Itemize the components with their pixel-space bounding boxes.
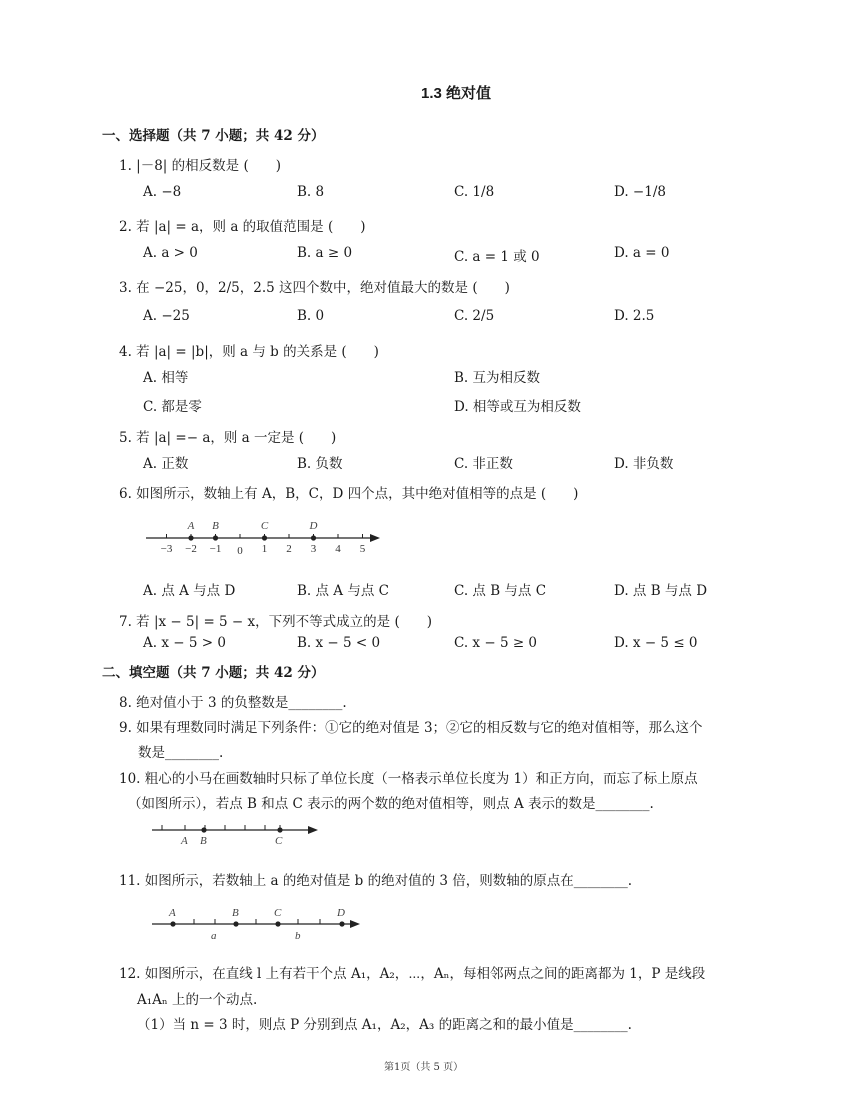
question-1-option-c[interactable]: C. 1/8 xyxy=(454,184,495,200)
point-c-dot xyxy=(277,827,282,832)
point-c-dot xyxy=(275,921,280,926)
point-a-dot xyxy=(170,921,175,926)
question-10-number-line-figure xyxy=(148,818,328,850)
question-5-option-a[interactable]: A. 正数 xyxy=(143,456,189,472)
question-9-line-1: 9. 如果有理数同时满足下列条件：①它的绝对值是 3；②它的相反数与它的绝对值相等，那么这个 xyxy=(119,720,703,736)
question-5-option-d[interactable]: D. 非负数 xyxy=(614,456,674,472)
tick-marks xyxy=(162,825,280,830)
question-3-option-d[interactable]: D. 2.5 xyxy=(614,308,655,324)
question-4-stem: 4. 若 |a| = |b|，则 a 与 b 的关系是 ( ) xyxy=(119,344,379,360)
section-heading-choice: 一、选择题（共 7 小题；共 42 分） xyxy=(102,128,325,144)
question-2-option-d[interactable]: D. a = 0 xyxy=(614,245,670,261)
tick-label: −3 xyxy=(160,543,173,555)
question-11-stem: 11. 如图所示，若数轴上 a 的绝对值是 b 的绝对值的 3 倍，则数轴的原点在________. xyxy=(119,873,633,889)
question-6-number-line-figure xyxy=(140,512,400,562)
point-b-dot xyxy=(233,921,238,926)
question-1-option-a[interactable]: A. −8 xyxy=(143,184,182,200)
question-6-option-b[interactable]: B. 点 A 与点 C xyxy=(297,583,389,599)
question-2-option-a[interactable]: A. a > 0 xyxy=(143,245,198,261)
question-7-option-d[interactable]: D. x − 5 ≤ 0 xyxy=(614,635,698,651)
question-2-option-b[interactable]: B. a ≥ 0 xyxy=(297,245,353,261)
tick-label: 1 xyxy=(261,543,268,555)
question-12-line-2: A₁Aₙ 上的一个动点. xyxy=(137,992,258,1008)
tick-label: 4 xyxy=(335,543,341,555)
section-heading-fill: 二、填空题（共 7 小题；共 42 分） xyxy=(102,665,325,681)
question-1-option-b[interactable]: B. 8 xyxy=(297,184,325,200)
arrow-head xyxy=(370,534,380,542)
question-2-option-c[interactable]: C. a = 1 或 0 xyxy=(454,249,540,265)
question-3-option-b[interactable]: B. 0 xyxy=(297,308,325,324)
question-7-stem: 7. 若 |x − 5| = 5 − x，下列不等式成立的是 ( ) xyxy=(119,614,432,630)
question-7-option-a[interactable]: A. x − 5 > 0 xyxy=(143,635,226,651)
point-label-c: C xyxy=(275,835,283,847)
tick-label: 5 xyxy=(359,543,366,555)
question-2-stem: 2. 若 |a| = a，则 a 的取值范围是 ( ) xyxy=(119,219,366,235)
point-label-c: C xyxy=(260,520,269,532)
question-4-option-c[interactable]: C. 都是零 xyxy=(143,399,202,415)
tick-marks xyxy=(194,919,320,924)
question-4-option-a[interactable]: A. 相等 xyxy=(143,370,189,386)
question-7-option-c[interactable]: C. x − 5 ≥ 0 xyxy=(454,635,538,651)
point-a-dot xyxy=(188,535,193,540)
question-3-option-c[interactable]: C. 2/5 xyxy=(454,308,495,324)
question-1-option-d[interactable]: D. −1/8 xyxy=(614,184,666,200)
question-5-option-c[interactable]: C. 非正数 xyxy=(454,456,513,472)
point-label-b: B xyxy=(212,520,219,532)
point-d-dot xyxy=(311,535,316,540)
question-6-stem: 6. 如图所示，数轴上有 A，B，C，D 四个点，其中绝对值相等的点是 ( ) xyxy=(119,486,579,502)
point-label-a-lower: a xyxy=(211,930,217,942)
point-label-a: A xyxy=(187,520,195,532)
question-10-line-1: 10. 粗心的小马在画数轴时只标了单位长度（一格表示单位长度为 1）和正方向，而忘了标上原点 xyxy=(119,771,698,787)
arrow-head xyxy=(350,920,360,928)
question-6-option-d[interactable]: D. 点 B 与点 D xyxy=(614,583,708,599)
question-11-number-line-figure xyxy=(148,902,368,946)
point-d-dot xyxy=(339,921,344,926)
point-c-dot xyxy=(262,535,267,540)
question-4-option-d[interactable]: D. 相等或互为相反数 xyxy=(454,399,581,415)
point-label-d: D xyxy=(337,907,345,919)
point-label-b: B xyxy=(200,835,207,847)
tick-label: −1 xyxy=(209,543,222,555)
tick-label: −2 xyxy=(185,543,197,555)
question-5-option-b[interactable]: B. 负数 xyxy=(297,456,343,472)
point-label-b-lower: b xyxy=(295,930,301,942)
question-8-stem: 8. 绝对值小于 3 的负整数是________. xyxy=(119,695,347,711)
question-4-option-b[interactable]: B. 互为相反数 xyxy=(454,370,541,386)
page-footer: 第1页（共 5 页） xyxy=(384,1062,464,1073)
question-3-option-a[interactable]: A. −25 xyxy=(143,308,190,324)
point-label-a: A xyxy=(169,907,176,919)
question-1-stem: 1. |－8| 的相反数是 ( ) xyxy=(119,158,281,174)
question-10-line-2: （如图所示），若点 B 和点 C 表示的两个数的绝对值相等，则点 A 表示的数是________. xyxy=(128,796,654,812)
page-title: 1.3 绝对值 xyxy=(421,85,492,102)
tick-label: 2 xyxy=(286,543,292,555)
question-6-option-c[interactable]: C. 点 B 与点 C xyxy=(454,583,547,599)
question-6-option-a[interactable]: A. 点 A 与点 D xyxy=(143,583,236,599)
tick-label: 0 xyxy=(237,545,243,557)
point-label-c: C xyxy=(274,907,282,919)
arrow-head xyxy=(308,826,318,834)
tick-label: 3 xyxy=(310,543,317,555)
point-b-dot xyxy=(213,535,218,540)
question-12-line-3: （1）当 n = 3 时，则点 P 分别到点 A₁，A₂，A₃ 的距离之和的最小值是________. xyxy=(137,1017,632,1033)
point-b-dot xyxy=(201,827,206,832)
point-label-b: B xyxy=(232,907,239,919)
question-12-line-1: 12. 如图所示，在直线 l 上有若干个点 A₁，A₂，⋯，Aₙ，每相邻两点之间的距离都为 1，P 是线段 xyxy=(119,966,706,982)
question-5-stem: 5. 若 |a| =− a，则 a 一定是 ( ) xyxy=(119,430,337,446)
question-7-option-b[interactable]: B. x − 5 < 0 xyxy=(297,635,381,651)
point-label-d: D xyxy=(309,520,318,532)
question-9-line-2: 数是________. xyxy=(138,745,224,761)
question-3-stem: 3. 在 −25，0，2/5，2.5 这四个数中，绝对值最大的数是 ( ) xyxy=(119,280,510,296)
point-label-a: A xyxy=(181,835,188,847)
